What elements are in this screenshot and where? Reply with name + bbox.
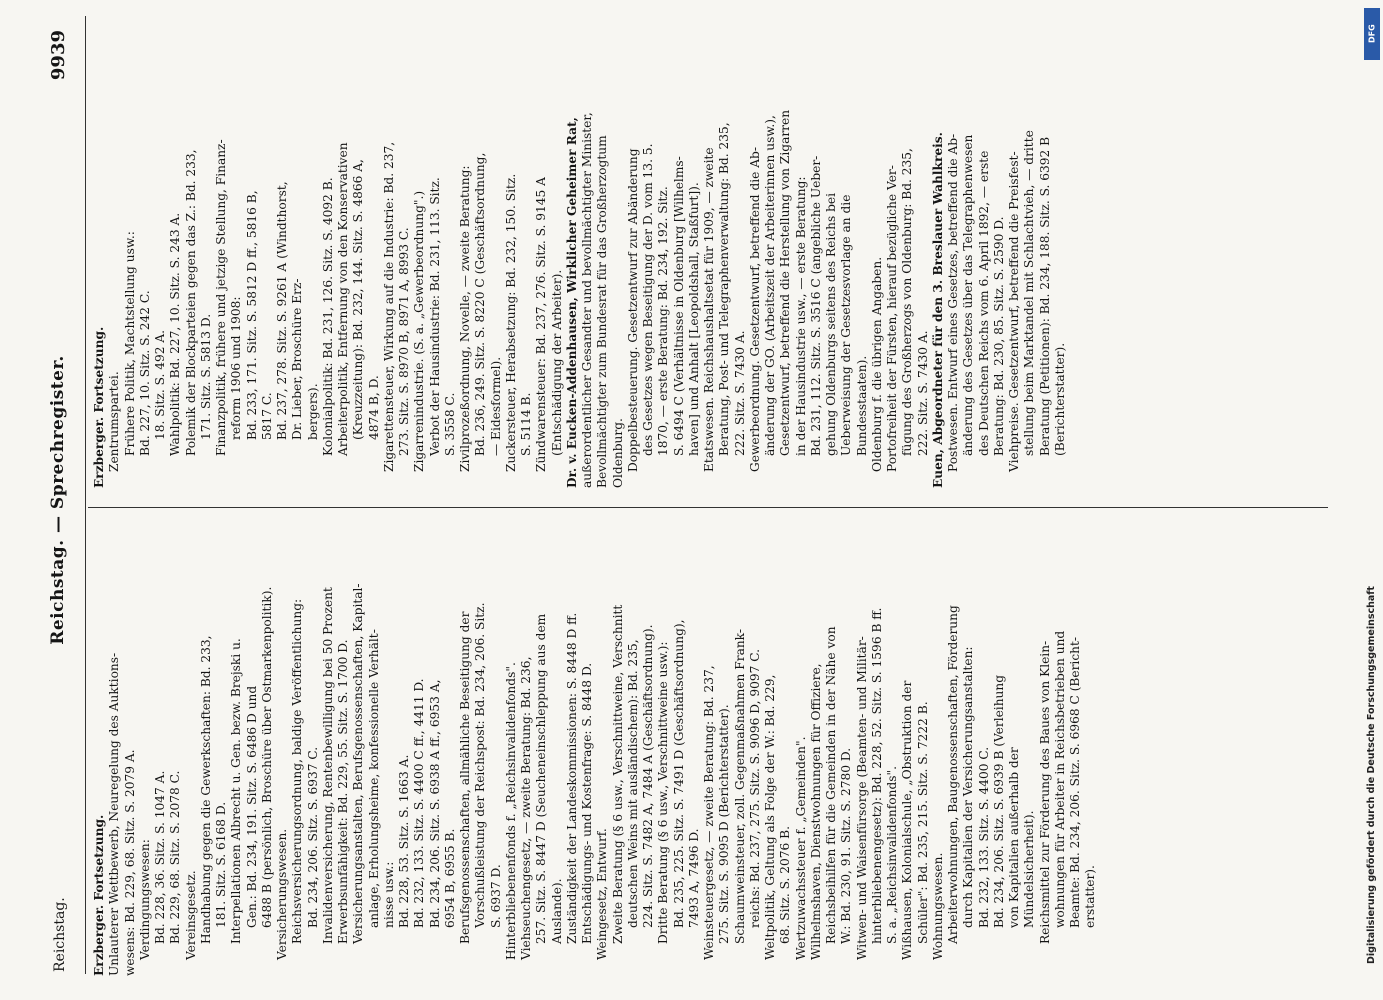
register-line: 222. Sitz. S. 7430 A.: [732, 330, 747, 456]
register-line: änderung der GO. (Arbeitszeit der Arbeiterinnen usw.),: [763, 115, 777, 456]
register-line: Entschädigungs- und Kostenfrage: S. 8448 D.: [580, 662, 594, 944]
register-line: Bd. 237, 278. Sitz. S. 9261 A (Windthorst,: [275, 181, 289, 440]
register-line: fügung des Großherzogs von Oldenburg: Bd. 235,: [900, 148, 915, 456]
register-line: Postwesen. Entwurf eines Gesetzes, betreffend die Ab-: [946, 133, 960, 472]
register-line: Bd. 232, 133. Sitz. S. 4400 C ff., 4411 D.: [412, 678, 427, 928]
register-line: Beratung (Petitionen): Bd. 234, 188. Sitz. S. 6392 B: [1037, 136, 1052, 456]
register-line: 273. Sitz. S. 8970 B, 8971 A, 8993 C.: [397, 227, 411, 456]
register-line: Oldenburg.: [610, 418, 625, 488]
right-column: [92, 38, 1322, 488]
header-left-word: Reichstag.: [48, 539, 68, 645]
register-line: Unlauterer Wettbewerb, Neuregelung des Auktions-: [107, 652, 122, 976]
register-line: (Entschädigung der Arbeiter).: [549, 269, 564, 456]
header-dash: —: [48, 515, 68, 533]
header-rule: [85, 16, 86, 974]
header-register-title: Sprechregister.: [48, 355, 68, 510]
register-line: Erwerbsunfähigkeit: Bd. 229, 55. Sitz. S. 1700 D.: [336, 639, 350, 944]
register-line: Bd. 232, 133. Sitz. S. 4400 C.: [976, 746, 991, 928]
register-line: änderung des Gesetzes über das Telegraphenwesen: [961, 134, 976, 456]
register-line: außerordentlicher Gesandter und bevollmächtigter Minister,: [580, 112, 594, 488]
register-line: Dr. Lieber, Broschüre Erz-: [290, 278, 305, 440]
register-line: Wahlpolitik: Bd. 227, 10. Sitz. S. 243 A.: [168, 212, 183, 456]
page-number: 9939: [48, 30, 69, 81]
register-line: Dritte Beratung (§ 6 usw., Verschnittweine usw.):: [656, 641, 671, 944]
page-header: [44, 0, 74, 1000]
header-running-title: Reichstag.: [52, 897, 68, 972]
register-line: 222. Sitz. S. 7430 A.: [915, 330, 930, 456]
digitization-credit: Digitalisierung gefördert durch die Deutsche Forschungsgemeinschaft: [1366, 586, 1377, 964]
register-line: 275. Sitz. S. 9095 D (Berichterstatter).: [717, 704, 732, 944]
register-line: — Eidesformel).: [488, 356, 503, 456]
register-line: Zigarrenindustrie. (S. a. „Gewerbeordnung".): [412, 190, 427, 472]
register-line: Beratung: Bd. 230, 85. Sitz. S. 2590 D.: [991, 216, 1006, 456]
register-line: Verbot der Hausindustrie: Bd. 231, 113. Sitz.: [427, 177, 442, 456]
register-line: nisse usw.:: [381, 861, 396, 928]
register-line: des Deutschen Reichs vom 6. April 1892, — erste: [976, 150, 991, 456]
register-line: Bd. 236, 249. Sitz. S. 8220 C (Geschäftsordnung,: [473, 152, 488, 456]
register-line: Frühere Politik, Machtstellung usw.:: [122, 231, 137, 456]
register-line: gehung Oldenburgs seitens des Reichs bei: [824, 193, 838, 456]
register-line: Weingesetz, Entwurf.: [595, 828, 610, 960]
register-line: Dr. v. Eucken-Addenhausen, Wirklicher Geheimer Rat,: [564, 117, 579, 488]
register-line: Invalidenversicherung, Rentenbewilligung bei 50 Prozent: [320, 587, 335, 944]
register-line: Witwen- und Waisenfürsorge (Beamten- und Militär-: [854, 636, 869, 960]
register-line: in der Hausindustrie usw., — erste Beratung:: [793, 176, 808, 456]
register-line: reichs: Bd. 237, 275. Sitz. S. 9096 D, 9097 C.: [747, 649, 762, 928]
register-line: stellung beim Marktandel mit Schlachtvieh, — dritte: [1022, 130, 1037, 456]
register-line: Zweite Beratung (§ 6 usw., Verschnittweine, Verschnitt: [610, 604, 625, 944]
register-line: Zigarettensteuer, Wirkung auf die Industrie: Bd. 237,: [381, 141, 396, 472]
register-line: Erzberger. Fortsetzung.: [92, 814, 106, 976]
register-line: S. 3558 C.: [442, 392, 457, 456]
register-line: Mündelsicherheit).: [1022, 810, 1037, 928]
register-line: Bd. 235, 225. Sitz. S. 7491 D (Geschäftsordnung),: [671, 619, 686, 928]
register-line: (Berichterstatter).: [1052, 342, 1067, 456]
register-line: Handhabung gegen die Gewerkschaften: Bd. 233,: [198, 635, 213, 944]
register-line: Oldenburg f. die übrigen Angaben.: [869, 256, 884, 472]
register-line: Reichsmittel zur Förderung des Baues von Klein-: [1037, 640, 1052, 944]
register-line: haven] und Anhalt [Leopoldshall, Staßfurt]).: [686, 182, 701, 456]
register-line: Portofreiheit der Fürsten, hierauf bezügliche Ver-: [885, 165, 899, 472]
register-line: Polemik der Blockparteien gegen das Z.: Bd. 233,: [183, 149, 198, 456]
register-line: 6488 B (persönlich, Broschüre über Ostmarkenpolitik).: [259, 586, 274, 928]
register-line: Viehseuchengesetz, — zweite Beratung: Bd. 236,: [519, 656, 533, 960]
register-line: Schaumweinsteuer, zoll. Gegenmaßnahmen Frank-: [732, 629, 747, 944]
register-line: 257. Sitz. S. 8447 D (Seucheneinschleppung aus dem: [534, 613, 549, 944]
register-line: wohnungen für Arbeiter in Reichsbetrieben und: [1052, 630, 1067, 928]
register-line: S. 6937 D.: [488, 864, 503, 928]
register-line: des Gesetzes wegen Beseitigung der D. vom 13. 5.: [641, 143, 655, 456]
register-line: Beratung, Post- und Telegraphenverwaltung: Bd. 235,: [717, 122, 732, 456]
register-line: Schüler": Bd. 235, 215. Sitz. S. 7222 B.: [915, 701, 930, 944]
register-line: Euen, Abgeordneter für den 3. Breslauer Wahlkreis.: [930, 132, 945, 488]
register-line: deutschen Weins mit ausländischem): Bd. 235,: [625, 639, 640, 928]
register-line: Reichsversicherungsordnung, baldige Veröffentlichung:: [290, 598, 305, 944]
register-line: Hinterbliebenenfonds f. „Reichsinvalidenfonds".: [503, 662, 518, 960]
register-line: Zündwarensteuer: Bd. 237, 276. Sitz. S. 9145 A: [534, 177, 549, 472]
register-line: 1870, — erste Beratung: Bd. 234, 192. Sitz.: [656, 186, 671, 456]
register-line: Zivilprozeßordnung, Novelle, — zweite Beratung:: [458, 165, 472, 472]
register-line: durch Kapitalien der Versicherungsanstalten:: [961, 646, 976, 928]
register-line: Bd. 228, 36. Sitz. S. 1047 A.: [153, 770, 167, 944]
register-line: Erzberger. Fortsetzung.: [92, 326, 106, 488]
register-line: Arbeiterpolitik, Entfernung von den Konservativen: [336, 142, 350, 456]
register-line: Arbeiterwohnungen, Baugenossenschaften, Förderung: [946, 605, 960, 944]
register-line: Bd. 227, 10. Sitz. S. 242 C.: [137, 290, 152, 456]
register-line: Wilhelmshaven, Dienstwohnungen für Offiziere,: [808, 663, 823, 960]
register-line: Gewerbeordnung. Gesetzentwurf, betreffend die Ab-: [747, 147, 762, 472]
register-line: Zuständigkeit der Landeskommissionen: S. 8448 D ff.: [564, 612, 579, 944]
register-line: Gesetzentwurf, betreffend die Herstellung von Zigarren: [778, 109, 793, 456]
register-line: 4874 B, D.: [366, 375, 381, 440]
register-line: wesens: Bd. 229, 68. Sitz. S. 2079 A.: [122, 749, 137, 976]
register-line: Gen.: Bd. 234, 191. Sitz. S. 6486 D und: [244, 685, 259, 928]
register-line: Wertzuwachssteuer f. „Gemeinden".: [793, 736, 808, 960]
register-line: Bd. 228, 53. Sitz. S. 1663 A.: [397, 754, 411, 928]
register-line: Bd. 234, 206. Sitz. S. 6938 A ff., 6953 A,: [427, 679, 442, 928]
register-line: Interpellationen Albrecht u. Gen. bezw. Brejski u.: [229, 638, 244, 944]
register-line: Ueberweisung der Gesetzesvorlage an die: [839, 194, 854, 456]
register-line: von Kapitalien außerhalb der: [1007, 747, 1021, 928]
register-line: 5817 C.: [259, 392, 274, 440]
register-line: Wohnungswesen.: [930, 852, 945, 960]
register-line: Finanzpolitik, frühere und jetzige Stellung, Finanz-: [214, 139, 228, 456]
left-column: [92, 526, 1322, 976]
register-line: anlage, Erholungsheime, konfessionelle Verhält-: [366, 629, 381, 928]
register-line: Weltpolitik, Geltung als Folge der W.: Bd. 229,: [763, 674, 777, 960]
register-line: Viehpreise. Gesetzentwurf, betreffend die Preisfest-: [1007, 151, 1021, 472]
register-line: Vereinsgesetz.: [183, 870, 198, 960]
register-line: Beamte: Bd. 234, 206. Sitz. S. 6968 C (Bericht-: [1068, 636, 1082, 928]
register-line: Bevollmächtigter zum Bundesrat für das Großherzogtum: [595, 135, 610, 488]
register-line: Vorschußleistung der Reichspost: Bd. 234, 206. Sitz.: [473, 602, 488, 928]
register-line: Bd. 229, 68. Sitz. S. 2078 C.: [168, 770, 183, 944]
register-line: Bd. 233, 171. Sitz. S. 5812 D ff., 5816 B,: [244, 190, 259, 440]
register-line: 18. Sitz. S. 492 A.: [153, 329, 167, 440]
register-line: Versicherungsanstalten, Berufsgenossenschaften, Kapital-: [351, 583, 366, 944]
register-line: Bd. 234, 206. Sitz. S. 6939 B (Verleihung: [991, 674, 1006, 928]
register-line: Wißhausen, Kolonialschule, „Obstruktion der: [900, 680, 915, 960]
register-line: 171. Sitz. S. 5813 D.: [198, 313, 213, 440]
register-line: W.: Bd. 230, 91. Sitz. S. 2780 D.: [839, 747, 854, 944]
register-line: Auslande).: [549, 878, 564, 944]
register-line: Etatswesen. Reichshaushaltsetat für 1909, — zweite: [702, 147, 716, 472]
register-line: 68. Sitz. S. 2076 B.: [778, 826, 793, 944]
register-line: Zentrumspartei.: [107, 371, 122, 472]
register-line: S. 5114 B.: [519, 392, 533, 456]
register-line: Weinsteuergesetz, — zweite Beratung: Bd. 237,: [702, 665, 716, 960]
register-line: 224. Sitz. S. 7482 A, 7484 A (Geschäftsordnung).: [641, 624, 655, 928]
register-line: erstatter).: [1083, 865, 1098, 928]
register-line: (Kreuzzeitung): Bd. 232, 144. Sitz. S. 4866 A,: [351, 159, 366, 440]
register-line: Kolonialpolitik: Bd. 231, 126. Sitz. S. 4092 B.: [320, 177, 335, 456]
register-line: Verdingungswesen:: [137, 839, 152, 960]
dfg-logo: DFG: [1364, 8, 1380, 60]
register-line: bergers).: [305, 383, 320, 440]
register-line: hinterbliebenengesetz): Bd. 228, 52. Sitz. S. 1596 B ff.: [869, 607, 884, 944]
register-line: Zuckersteuer, Herabsetzung: Bd. 232, 150. Sitz.: [503, 173, 518, 472]
column-divider: [88, 507, 1328, 508]
register-line: S. 6494 C (Verhältnisse in Oldenburg [Wilhelms-: [671, 156, 686, 456]
register-line: Versicherungswesen.: [275, 828, 289, 960]
register-line: 7493 A, 7496 D.: [686, 828, 701, 928]
register-line: Bd. 231, 112. Sitz. S. 3516 C (angebliche Ueber-: [808, 155, 823, 456]
register-line: Bd. 234, 206. Sitz. S. 6937 C.: [305, 746, 320, 928]
register-line: 6954 B, 6955 B.: [442, 828, 457, 928]
register-line: Bundesstaaten).: [854, 355, 869, 456]
register-line: 181. Sitz. S. 6168 D.: [214, 801, 228, 928]
register-line: reform 1906 und 1908:: [229, 296, 244, 440]
register-line: Doppelbesteuerung. Gesetzentwurf zur Abänderung: [625, 148, 640, 472]
register-line: Reichsbeihilfen für die Gemeinden in der Nähe von: [824, 626, 838, 944]
register-line: Berufsgenossenschaften, allmähliche Beseitigung der: [458, 611, 472, 944]
register-line: S. a. „Reichsinvalidenfonds".: [885, 766, 899, 944]
header-section-title: [48, 0, 68, 1000]
